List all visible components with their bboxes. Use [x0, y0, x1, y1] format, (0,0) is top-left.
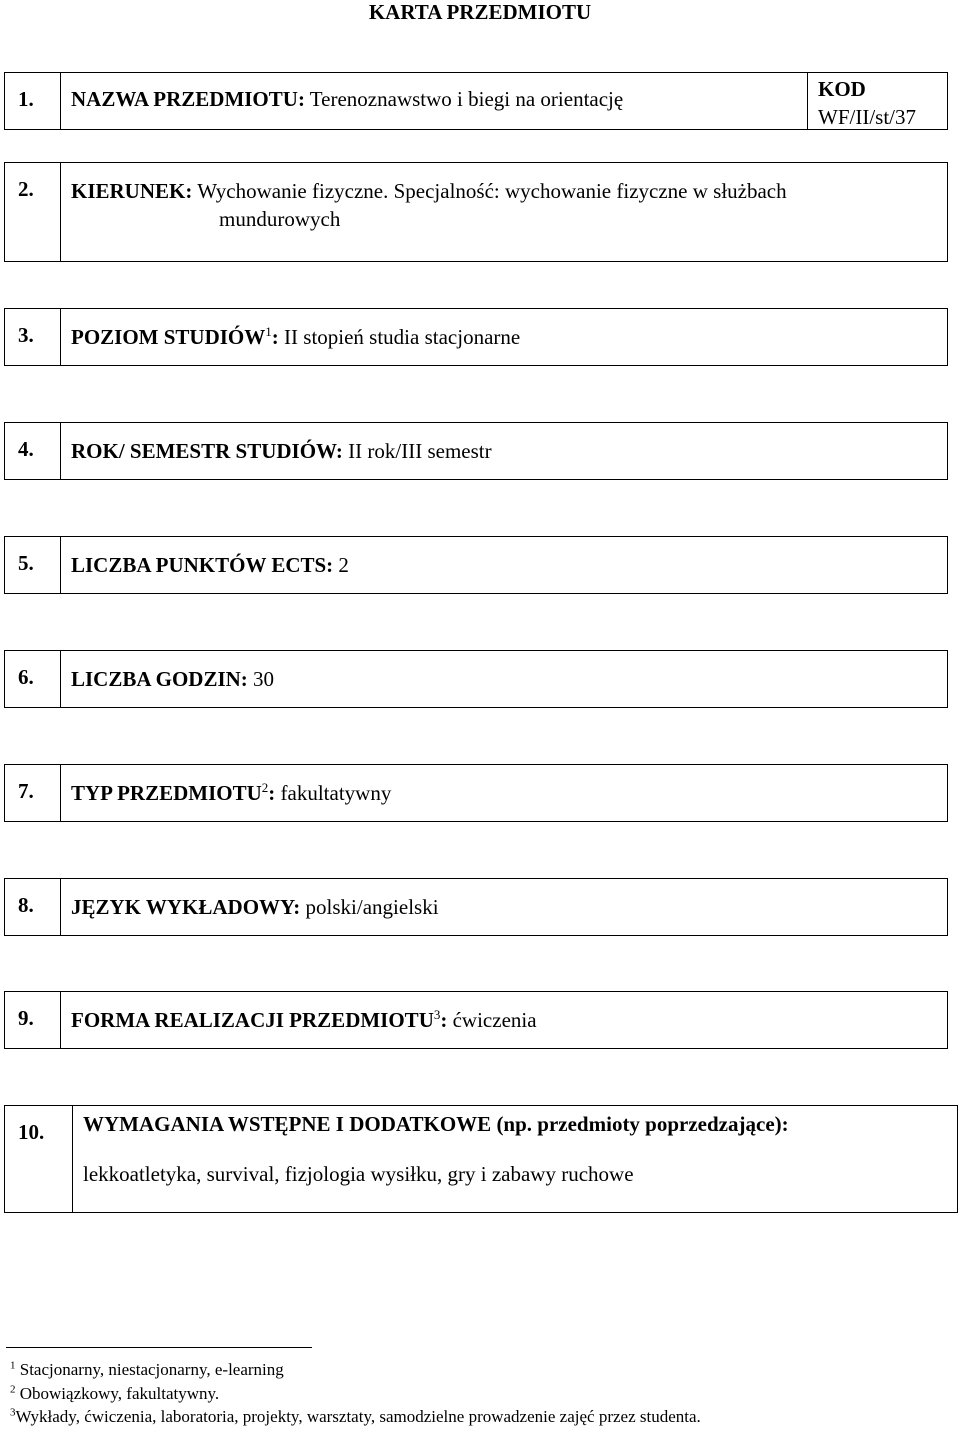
- section-label-suffix: :: [440, 1008, 448, 1032]
- section-label: ROK/ SEMESTR STUDIÓW:: [71, 439, 343, 463]
- footnote-mark: 2: [10, 1383, 16, 1396]
- section-number-text: 8.: [18, 893, 34, 917]
- section-number-text: 2.: [18, 177, 34, 201]
- footnote-text: Stacjonarny, niestacjonarny, e-learning: [15, 1360, 284, 1379]
- section-number: [5, 163, 61, 261]
- section-value: Wychowanie fizyczne. Specjalność: wychowanie fizyczne w służbach: [192, 179, 787, 203]
- page-title: KARTA PRZEDMIOTU: [368, 0, 592, 24]
- footnote-mark: 3: [10, 1406, 16, 1419]
- section-value: polski/angielski: [300, 895, 439, 919]
- course-code-cell: [807, 73, 947, 129]
- section-label: NAZWA PRZEDMIOTU:: [71, 87, 305, 111]
- footnote-ref: 3: [433, 1007, 441, 1022]
- section-label: TYP PRZEDMIOTU: [71, 781, 262, 805]
- section-label: LICZBA PUNKTÓW ECTS:: [71, 553, 334, 577]
- footnote-3: [10, 1407, 701, 1427]
- footnote-separator: [6, 1347, 312, 1348]
- section-9-form-of-delivery: [4, 991, 948, 1049]
- section-value-continued: mundurowych: [219, 207, 341, 231]
- footnote-1: [10, 1360, 284, 1380]
- section-number: [5, 423, 61, 479]
- section-value: lekkoatletyka, survival, fizjologia wysiłku, gry i zabawy ruchowe: [83, 1162, 634, 1186]
- section-4-year-semester: [4, 422, 948, 480]
- section-value: 2: [333, 553, 349, 577]
- section-label: POZIOM STUDIÓW: [71, 325, 266, 349]
- section-1-subject-name: [4, 72, 948, 130]
- section-number: [5, 992, 61, 1048]
- footnote-text: Wykłady, ćwiczenia, laboratoria, projekty, warsztaty, samodzielne prowadzenie zajęć przez studenta.: [15, 1407, 701, 1426]
- section-value: II stopień studia stacjonarne: [278, 325, 521, 349]
- section-2-field-of-study: [4, 162, 948, 262]
- section-number: [5, 537, 61, 593]
- course-code-value: WF/II/st/37: [818, 105, 916, 129]
- section-number-text: 9.: [18, 1006, 34, 1030]
- section-value: ćwiczenia: [447, 1008, 537, 1032]
- section-number: [5, 765, 61, 821]
- section-7-subject-type: [4, 764, 948, 822]
- section-label: WYMAGANIA WSTĘPNE I DODATKOWE (np. przedmioty poprzedzające):: [83, 1112, 789, 1136]
- footnote-ref: 2: [261, 780, 269, 795]
- section-label: KIERUNEK:: [71, 179, 193, 203]
- section-number-text: 4.: [18, 437, 34, 461]
- section-label: JĘZYK WYKŁADOWY:: [71, 895, 301, 919]
- section-number-text: 3.: [18, 323, 34, 347]
- footnote-2: [10, 1384, 219, 1404]
- section-value: II rok/III semestr: [342, 439, 492, 463]
- section-3-study-level: [4, 308, 948, 366]
- footnote-mark: 1: [10, 1359, 16, 1372]
- footnote-ref: 1: [265, 324, 272, 339]
- section-label-suffix: :: [271, 325, 279, 349]
- section-number-text: 1.: [18, 87, 34, 111]
- section-number: [5, 651, 61, 707]
- section-8-language: [4, 878, 948, 936]
- section-value: 30: [247, 667, 275, 691]
- section-number: [5, 1106, 73, 1212]
- footnote-text: Obowiązkowy, fakultatywny.: [15, 1384, 220, 1403]
- section-number-text: 5.: [18, 551, 34, 575]
- section-5-ects-points: [4, 536, 948, 594]
- section-number-text: 6.: [18, 665, 34, 689]
- course-code-label: KOD: [818, 77, 866, 101]
- section-6-hours: [4, 650, 948, 708]
- section-label-suffix: :: [268, 781, 276, 805]
- section-number-text: 10.: [18, 1120, 45, 1144]
- section-label: LICZBA GODZIN:: [71, 667, 248, 691]
- section-label: FORMA REALIZACJI PRZEDMIOTU: [71, 1008, 434, 1032]
- section-value: fakultatywny: [275, 781, 392, 805]
- section-10-prerequisites: [4, 1105, 958, 1213]
- section-value: Terenoznawstwo i biegi na orientację: [304, 87, 624, 111]
- section-number: [5, 309, 61, 365]
- section-number: [5, 879, 61, 935]
- section-number: [5, 73, 61, 129]
- section-number-text: 7.: [18, 779, 34, 803]
